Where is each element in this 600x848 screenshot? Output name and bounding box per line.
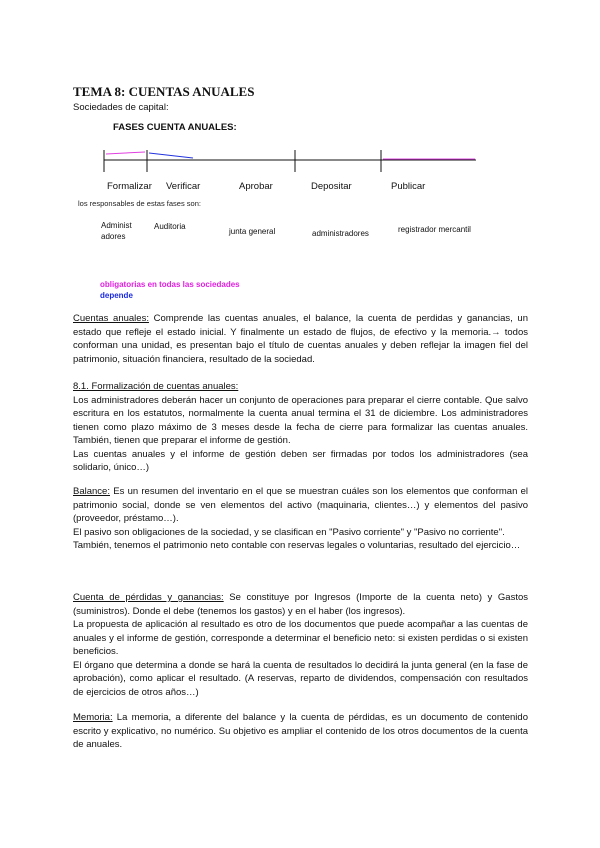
resp-administradores-2: adores [101,232,126,241]
resp-administradores: administradores [312,229,369,238]
resp-auditoria: Auditoria [154,222,186,231]
resp-junta-general: junta general [229,227,276,236]
stage-depositar: Depositar [311,181,352,192]
memoria-text: La memoria, a diferente del balance y la cuenta de pérdidas, es un documento de contenido escrito y explicativo, no numérico. Su objetivo es ampliar el contenido de los otros documentos de la cuenta de anuales. [73,712,528,750]
pink-range-1 [106,152,145,154]
page-title: TEMA 8: CUENTAS ANUALES [73,84,255,99]
diagram-heading: FASES CUENTA ANUALES: [113,122,237,133]
resp-registrador: registrador mercantil [398,225,471,234]
formalizacion-p1: Los administradores deberán hacer un conjunto de operaciones para preparar el cierre contable. Que salvo escritura en los estatutos, normalmente la cuenta anual termina el 31 de diciembre. Los administradores tienen como plazo máximo de 3 meses desde la fecha de cierre para formalizar las cuentas anuales. También, tienen que preparar el informe de gestión. [73,394,528,446]
cuentas-anuales-label: Cuentas anuales: [73,313,149,324]
perdidas-p3: El órgano que determina a donde se hará la cuenta de resultados lo decidirá la junta general (en la fase de aprobación), como aplicar el resultado. (A reservas, reparto de dividendos, compensación con resultados de ejercicios de otros años…) [73,659,528,698]
stage-aprobar: Aprobar [239,181,273,192]
responsables-title: los responsables de estas fases son: [78,199,201,208]
balance-p1: Es un resumen del inventario en el que se muestran cuáles son los elementos que conforman el patrimonio social, donde se ven elementos del activo (maquinaria, clientes…) y elementos del pasivo (proveedor, préstamo…). [73,486,528,524]
perdidas-p1: Se constituye por Ingresos (Importe de la cuenta neto) y Gastos (suministros). Donde el debe (tenemos los gastos) y en el haber (los ingresos). [73,592,528,617]
section-cuentas-anuales [73,312,528,366]
formalizacion-p2: Las cuentas anuales y el informe de gestión deben ser firmadas por todos los administradores (sea solidario, único…) [73,448,528,473]
section-balance [73,485,528,553]
resp-administradores-1: Administ [101,221,132,230]
note-obligatorias: obligatorias en todas las sociedades [100,280,240,289]
section-formalizacion [73,380,528,475]
cuentas-anuales-text: Comprende las cuentas anuales, el balance, la cuenta de perdidas y ganancias, un estado que refleje el estado inicial. Y finalmente un estado de flujos, de efectivo y la memoria.→ todos conforman una unidad, es presentan bajo el título de cuentas anuales y deben reflejar la imagen fiel del patrimonio, situación financiera, resultado de la sociedad. [73,313,528,365]
subtitle: Sociedades de capital: [73,102,169,113]
balance-p2: El pasivo son obligaciones de la sociedad, y se clasifican en "Pasivo corriente" y "Pasivo no corriente". [73,526,505,538]
stage-verificar: Verificar [166,181,201,192]
balance-p3: También, tenemos el patrimonio neto contable con reservas legales o voluntarias, resultado del ejercicio… [73,540,521,551]
stage-formalizar: Formalizar [107,181,152,192]
perdidas-p2: La propuesta de aplicación al resultado es otro de los documentos que puede acompañar a las cuentas de anuales y el informe de gestión, corresponde a determinar el beneficio neto: si existen perdidas o si existen beneficios. [73,619,528,657]
section-memoria [73,711,528,752]
perdidas-label: Cuenta de pérdidas y ganancias: [73,592,224,603]
formalizacion-heading: 8.1. Formalización de cuentas anuales: [73,381,239,392]
stage-publicar: Publicar [391,181,426,192]
note-depende: depende [100,291,133,300]
blue-range [149,153,193,158]
phases-timeline [0,140,600,200]
memoria-label: Memoria: [73,712,113,723]
section-perdidas-ganancias [73,591,528,699]
balance-label: Balance: [73,486,110,497]
